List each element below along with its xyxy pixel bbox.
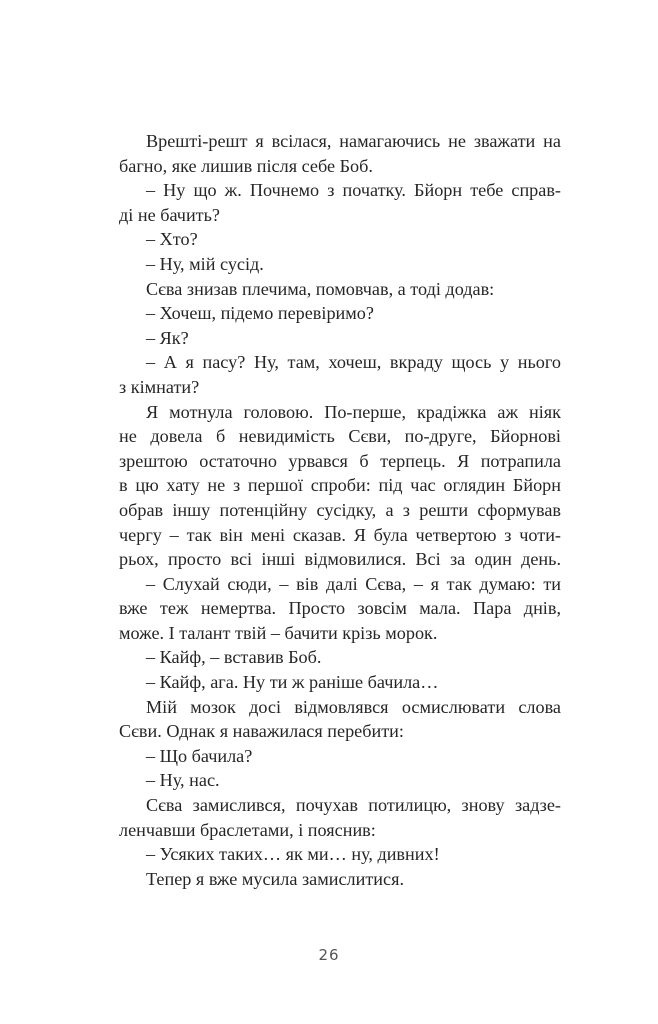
text-line: – А я пасу? Ну, там, хочеш, вкраду щось у нього [146,352,561,373]
text-line: – Кайф, – вставив Боб. [146,647,322,668]
text-line: зрештою остаточно урвався б терпець. Я потрапила [119,450,561,471]
text-line: Сєви. Однак я наважилася перебити: [119,721,404,742]
text-line: – Хто? [146,229,198,250]
text-line: Я мотнула головою. По-перше, крадіжка аж ніяк [146,401,561,422]
text-line: – Ну, нас. [146,770,220,791]
page-number: 26 [318,946,340,964]
text-line: – Кайф, ага. Ну ти ж раніше бачила… [146,672,439,693]
text-line: багно, яке лишив після себе Боб. [119,155,373,176]
text-line: – Що бачила? [146,745,253,766]
text-line: – Як? [146,327,189,348]
text-line: Сєва замислився, почухав потилицю, знову задзе- [146,795,561,816]
text-line: не довела б невидимість Сєви, по-друге, Бйорнові [119,426,561,447]
text-line: в цю хату не з першої спроби: під час оглядин Бйорн [119,475,561,496]
text-line: – Усяких таких… як ми… ну, дивних! [146,844,440,865]
text-line: з кімнати? [119,376,200,397]
text-line: Врешті-решт я всілася, намагаючись не зважати на [146,131,561,151]
text-line: обрав іншу потенційну сусідку, а з решти сформував [119,499,561,520]
text-line: – Ну, мій сусід. [146,253,264,274]
text-line: Мій мозок досі відмовлявся осмислювати слова [146,696,561,717]
text-line: – Ну що ж. Почнемо з початку. Бйорн тебе справ- [146,180,561,201]
text-line: ді не бачить? [119,204,220,225]
text-line: чергу – так він мені сказав. Я була четвертою з чоти- [119,524,561,545]
text-line: Тепер я вже мусила замислитися. [146,868,405,889]
text-line: ленчавши браслетами, і пояснив: [119,819,376,840]
text-line: рьох, просто всі інші відмовилися. Всі за один день. [119,549,561,570]
text-line: – Слухай сюди, – вів далі Сєва, – я так думаю: ти [146,573,561,594]
text-line: може. І талант твій – бачити крізь морок. [119,622,438,643]
text-line: вже теж немертва. Просто зовсім мала. Пара днів, [119,598,561,619]
body-text [119,129,561,891]
text-line: Сєва знизав плечима, помовчав, а тоді додав: [146,278,495,299]
text-line: – Хочеш, підемо перевіримо? [146,303,374,324]
